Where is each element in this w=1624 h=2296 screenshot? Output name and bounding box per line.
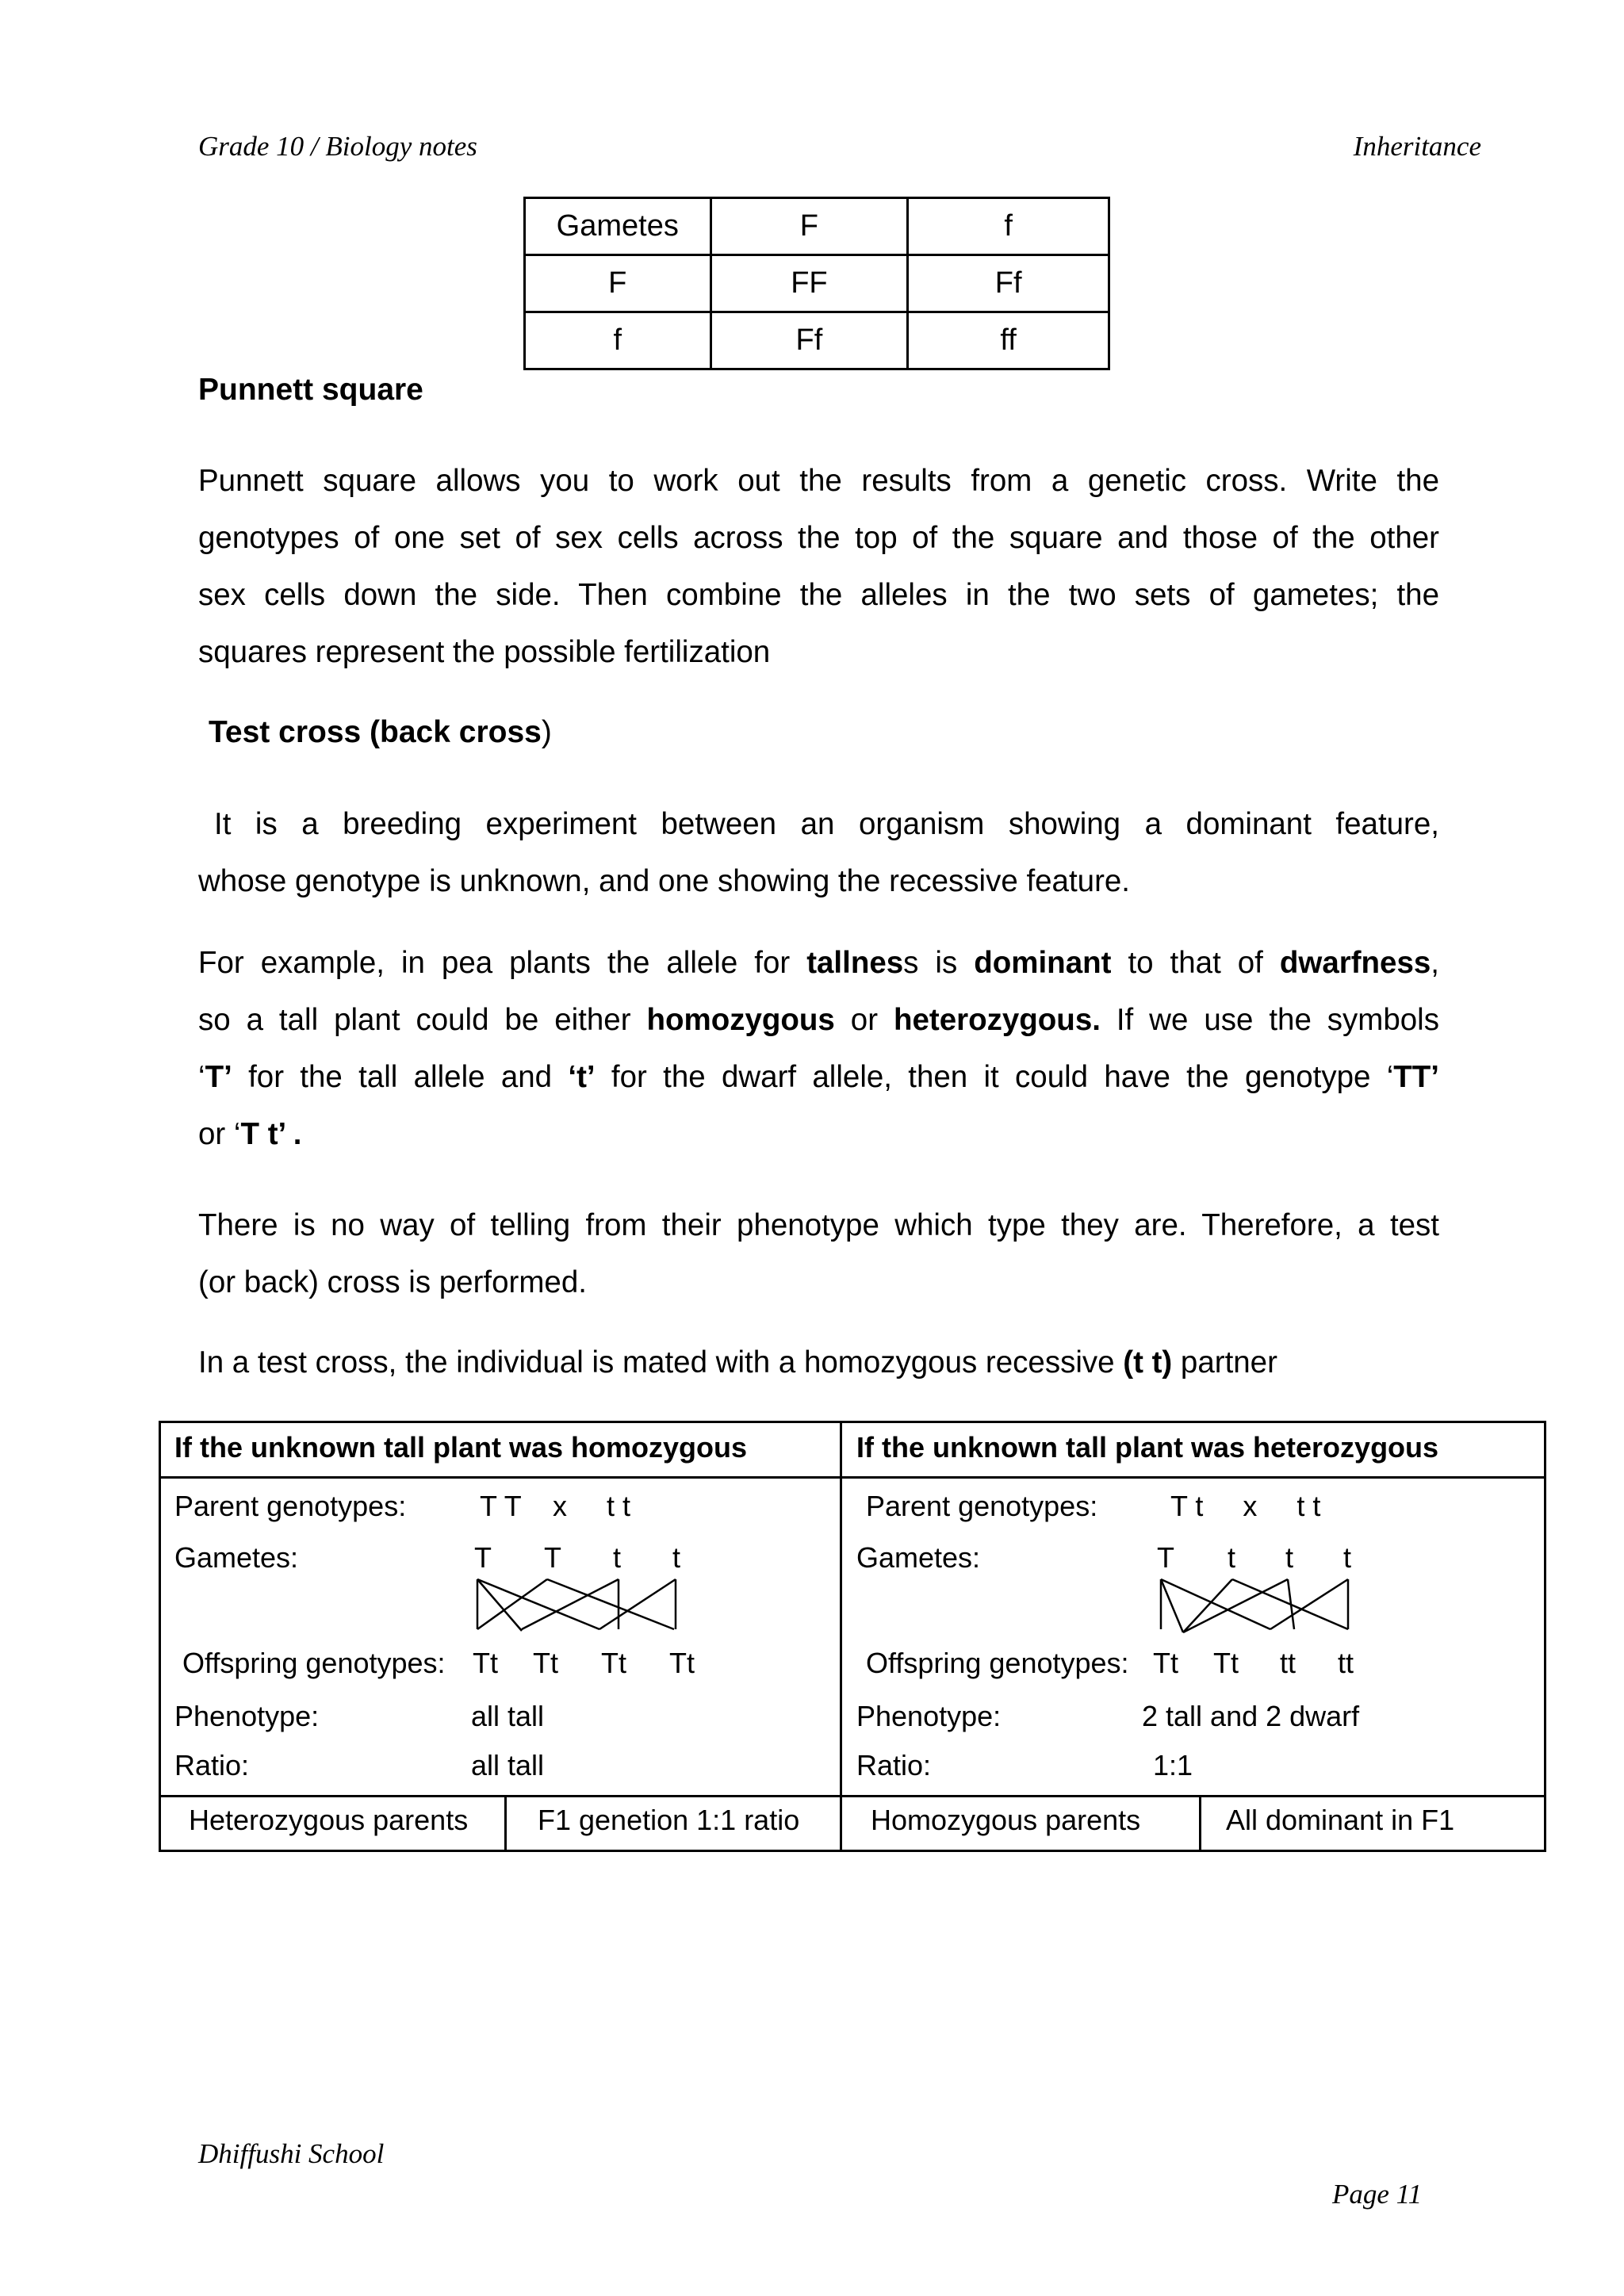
left-offspring: Tt bbox=[601, 1647, 626, 1679]
left-footer-b: F1 genetion 1:1 ratio bbox=[538, 1804, 800, 1836]
table-cell: Gametes bbox=[525, 198, 711, 255]
left-offspring: Tt bbox=[533, 1647, 558, 1679]
text-line: or ‘T t’ . bbox=[198, 1117, 302, 1151]
footer-divider bbox=[504, 1795, 507, 1852]
right-gamete: t bbox=[1285, 1541, 1294, 1574]
text-line: squares represent the possible fertilization bbox=[198, 635, 771, 669]
left-gamete: T bbox=[474, 1541, 492, 1574]
left-gametes-label: Gametes: bbox=[174, 1541, 299, 1574]
right-ratio-label: Ratio: bbox=[856, 1749, 932, 1781]
table-row bbox=[525, 255, 1109, 312]
right-gamete: t bbox=[1343, 1541, 1352, 1574]
left-gamete: t bbox=[672, 1541, 681, 1574]
text-line: Punnett square allows you to work out the results from a genetic cross. Write the bbox=[198, 464, 1439, 498]
left-ratio-value: all tall bbox=[471, 1749, 545, 1781]
table-row bbox=[525, 198, 1109, 255]
left-parent-value: T T x t t bbox=[480, 1490, 631, 1522]
left-ratio-label: Ratio: bbox=[174, 1749, 250, 1781]
text-line: In a test cross, the individual is mated with a homozygous recessive (t t) partner bbox=[198, 1345, 1277, 1380]
testcross-heading bbox=[209, 715, 552, 750]
punnett-heading: Punnett square bbox=[198, 373, 423, 407]
right-gamete: t bbox=[1228, 1541, 1236, 1574]
left-gamete: T bbox=[544, 1541, 561, 1574]
right-gametes-label: Gametes: bbox=[856, 1541, 981, 1574]
punnett-table bbox=[523, 197, 1110, 370]
text-line: It is a breeding experiment between an organism showing a dominant feature, bbox=[214, 807, 1439, 841]
right-offspring: tt bbox=[1338, 1647, 1354, 1679]
left-footer-a: Heterozygous parents bbox=[189, 1804, 469, 1836]
left-offspring: Tt bbox=[473, 1647, 498, 1679]
header-right: Inheritance bbox=[1353, 131, 1481, 162]
left-title: If the unknown tall plant was homozygous bbox=[174, 1431, 748, 1464]
left-offspring-label: Offspring genotypes: bbox=[182, 1647, 446, 1679]
left-parent-label: Parent genotypes: bbox=[174, 1490, 407, 1522]
right-offspring: Tt bbox=[1153, 1647, 1178, 1679]
page-number: Page 11 bbox=[1332, 2179, 1423, 2210]
testcross-paragraph-1 bbox=[198, 796, 1439, 910]
right-gamete: T bbox=[1157, 1541, 1174, 1574]
table-cell: f bbox=[525, 312, 711, 369]
right-phenotype-value: 2 tall and 2 dwarf bbox=[1142, 1700, 1360, 1732]
right-offspring: Tt bbox=[1213, 1647, 1239, 1679]
testcross-heading-paren: ) bbox=[541, 715, 552, 749]
right-footer-b: All dominant in F1 bbox=[1226, 1804, 1455, 1836]
right-parent-value: T t x t t bbox=[1170, 1490, 1321, 1522]
right-offspring-label: Offspring genotypes: bbox=[866, 1647, 1129, 1679]
text-line: (or back) cross is performed. bbox=[198, 1265, 587, 1299]
table-row bbox=[525, 312, 1109, 369]
table-cell: Ff bbox=[908, 255, 1109, 312]
right-parent-label: Parent genotypes: bbox=[866, 1490, 1098, 1522]
text-line: sex cells down the side. Then combine the alleles in the two sets of gametes; the bbox=[198, 578, 1439, 612]
testcross-paragraph-2 bbox=[198, 935, 1439, 1163]
testcross-paragraph-4 bbox=[198, 1334, 1439, 1391]
punnett-paragraph bbox=[198, 453, 1439, 681]
text-line: There is no way of telling from their phenotype which type they are. Therefore, a test bbox=[198, 1208, 1439, 1242]
left-offspring: Tt bbox=[669, 1647, 695, 1679]
table-cell: ff bbox=[908, 312, 1109, 369]
table-cell: F bbox=[525, 255, 711, 312]
testcross-heading-bold: Test cross (back cross bbox=[209, 715, 542, 749]
row-divider bbox=[159, 1795, 1546, 1797]
left-phenotype-label: Phenotype: bbox=[174, 1700, 320, 1732]
left-cross-lines bbox=[468, 1575, 690, 1647]
left-phenotype-value: all tall bbox=[471, 1700, 545, 1732]
table-cell: Ff bbox=[710, 312, 908, 369]
table-cell: FF bbox=[710, 255, 908, 312]
text-line: For example, in pea plants the allele for tallness is dominant to that of dwarfness, bbox=[198, 946, 1439, 980]
footer-school: Dhiffushi School bbox=[198, 2138, 385, 2169]
right-title: If the unknown tall plant was heterozygous bbox=[856, 1431, 1439, 1464]
table-cell: F bbox=[710, 198, 908, 255]
right-phenotype-label: Phenotype: bbox=[856, 1700, 1002, 1732]
text-line: whose genotype is unknown, and one showing the recessive feature. bbox=[198, 864, 1131, 898]
right-ratio-value: 1:1 bbox=[1153, 1749, 1193, 1781]
row-divider bbox=[159, 1476, 1546, 1479]
table-cell: f bbox=[908, 198, 1109, 255]
column-divider bbox=[840, 1421, 842, 1852]
cross-table bbox=[159, 1421, 1546, 1852]
footer-divider bbox=[1199, 1795, 1201, 1852]
right-cross-lines bbox=[1151, 1575, 1365, 1647]
right-offspring: tt bbox=[1280, 1647, 1297, 1679]
left-gamete: t bbox=[613, 1541, 622, 1574]
right-footer-a: Homozygous parents bbox=[871, 1804, 1141, 1836]
text-line: so a tall plant could be either homozygous or heterozygous. If we use the symbols bbox=[198, 1003, 1439, 1037]
header-left: Grade 10 / Biology notes bbox=[198, 131, 477, 162]
testcross-paragraph-3 bbox=[198, 1197, 1439, 1311]
text-line: ‘T’ for the tall allele and ‘t’ for the dwarf allele, then it could have the genotype ‘TT’ bbox=[198, 1060, 1439, 1094]
text-line: genotypes of one set of sex cells across the top of the square and those of the other bbox=[198, 521, 1439, 555]
